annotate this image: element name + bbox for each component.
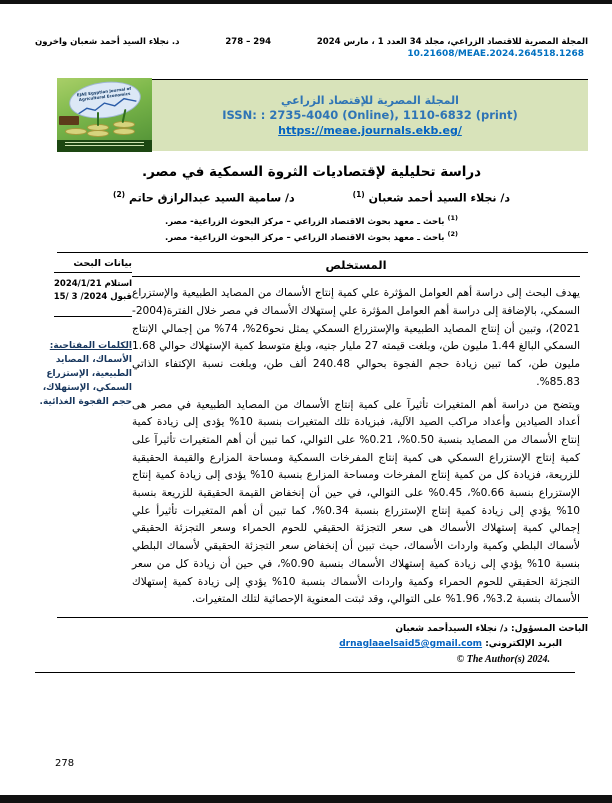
journal-banner — [57, 79, 588, 151]
divider — [54, 272, 132, 273]
coin-icon — [113, 121, 135, 128]
affiliation-1-text: باحث ـ معهد بحوث الاقتصاد الزراعي – مركز البحوث الزراعية- مصر. — [165, 216, 445, 227]
author-2-sup: (2) — [113, 190, 126, 199]
journal-name: المجلة المصرية للإقتصاد الزراعي — [281, 94, 459, 107]
abstract-column — [132, 258, 580, 609]
keywords-text: الأسماك، المصايد الطبيعية، الإستزراع السمكي، الإستهلاك، حجم الفجوة الغذائية. — [39, 355, 132, 408]
accepted-date: قبول 2024/ 3 /15 — [53, 292, 132, 303]
author-2-name: د/ سامية السيد عبدالرازق حاتم — [128, 191, 295, 205]
banner-text-area — [152, 79, 588, 151]
screen-top-edge — [0, 0, 612, 4]
page-number: 278 — [55, 758, 75, 769]
keywords-block — [35, 339, 132, 409]
journal-cover-footer-band — [57, 140, 152, 152]
author-1-name: د/ نجلاء السيد أحمد شعبان — [368, 191, 510, 205]
journal-cover-logo — [57, 78, 152, 152]
article-info-sidebar — [35, 258, 132, 609]
abstract-paragraph-2: ويتضح من دراسة أهم المتغيرات تأثيرآ على كمية إنتاج الأسماك من المصايد الطبيعية في مصر هى أعداد الصيادين وأعداد مراكب الصيد الآلية، فبزيادة تلك المتغيرات بنسبة 10% يؤدى إلى زيادة كمية إنتاج الأسماك من المصايد بنسبة 0.50%، 0.21% على التوالي، كما تبين أن أهم المتغيرات تأثيرآ على كمية إنتاج الإستزراع السمكي هى كمية إنتاج المفرخات السمكية ومساحة المزارع والقيمة الحقيقية للزريعة، فزيادة كل من كمية إنتاج المفرخات ومساحة المزارع بنسبة 10% يؤدى إلى زيادة كمية إنتاج الإستزراع بنسبة 0.66%، 0.45% على التوالي، في حين أن إنخفاض القيمة الحقيقية للزريعة بنسبة 10% يؤدي إلى زيادة كمية إنتاج الإستزراع بنسبة 0.34%، كما تبين أن أهم المتغيرات تأثيرأ علي إجمالي كمية إستهلاك الأسماك هى سعر التجزئة الحقيقي للحوم الحمراء وسعر التجزئة الحقيقي لأسماك البلطي وكمية واردات الأسماك، حيث تبين أن إنخفاض سعر التجزئة الحقيقي لأسماك البلطي بنسبة 10% يؤدي إلى زيادة كمية إستهلاك الأسماك بنسبة 0.90%، في حين أن زيادة كل من سعر التجزئة الحقيقي للحوم الحمراء وكمية واردات الأسماك بنسبة 10% يؤدي إلى زيادة كمية إستهلاك الأسماك بنسبة 3.2%، 1.96% على التوالي، وقد ثبتت المعنوية الإحصائية لتلك المتغيرات. — [132, 398, 581, 606]
affiliation-1-sup: (1) — [447, 213, 458, 222]
email-link[interactable]: drnaglaaelsaid5@gmail.com — [339, 638, 483, 649]
divider — [54, 316, 132, 317]
screen-bottom-edge — [0, 795, 612, 803]
coin-icon — [113, 128, 135, 135]
email-line — [35, 637, 588, 652]
author-2 — [113, 190, 295, 205]
affiliation-2 — [35, 228, 588, 245]
journal-cover-caption: EJAE Egyptian Journal of Agricultural Economics — [76, 85, 132, 103]
issn-badge — [59, 116, 79, 125]
affiliation-2-text: باحث ـ معهد بحوث الاقتصاد الزراعي – مركز البحوث الزراعية- مصر. — [165, 233, 445, 244]
coin-icon — [87, 130, 109, 137]
author-1 — [353, 190, 510, 205]
doi[interactable]: 10.21608/MEAE.2024.264518.1268 — [407, 49, 584, 59]
abstract-region — [35, 258, 588, 609]
received-date: استلام 2024/1/21 — [54, 279, 132, 290]
affiliation-2-sup: (2) — [447, 230, 458, 239]
copyright-notice: © The Author(s) 2024. — [456, 653, 550, 665]
divider — [57, 617, 588, 618]
abstract-paragraph-1: يهدف البحث إلى دراسة أهم العوامل المؤثرة علي كمية إنتاج الأسماك من المصايد الطبيعية والإستزراع السمكي، بالإضافة إلى دراسة أهم العوامل المؤثرة علي إستهلاك الأسماك في مصر خلال الفترة(2004-2021)، وتبين أن إنتاج المصايد الطبيعية والإستزراع السمكي يمثل نحو26%، 74% من إجمالي الإنتاج السمكي البالغ 1.44 مليون طن، وبلغت قيمته 27 مليار جنيه، وبلغ متوسط كمية الإستهلاك حوالي 1.68 مليون طن، كما تبين زيادة حجم الفجوة بحوالي 240.48 ألف طن، وبلغت نسبة الإكتفاء الذاتي 85.83%. — [131, 287, 581, 388]
running-header-page-range: 278 – 294 — [225, 37, 272, 47]
running-header-citation: المجلة المصرية للاقتصاد الزراعي، مجلد 34 العدد 1 ، مارس 2024 — [316, 37, 588, 47]
submission-dates — [35, 278, 132, 304]
running-header-author: د. نجلاء السيد أحمد شعبان واخرون — [35, 37, 180, 47]
affiliations — [35, 212, 588, 246]
issn-line: ISSN: : 2735-4040 (Online), 1110-6832 (print) — [222, 108, 518, 122]
sidebar-title: بيانات البحث — [73, 258, 132, 270]
keywords-title: الكلمات المفتاحية: — [49, 341, 132, 352]
corresponding-author: الباحث المسؤول: د/ نجلاء السيدأحمد شعبان — [395, 623, 588, 634]
plant-sprout-icon — [97, 112, 99, 126]
email-label: البريد الإلكتروني: — [485, 638, 562, 649]
page-content — [35, 36, 588, 673]
correspondence-block — [35, 622, 588, 667]
divider — [132, 276, 580, 277]
abstract-body — [132, 285, 580, 609]
abstract-title: المستخلص — [325, 258, 387, 273]
authors-line — [35, 190, 588, 205]
journal-url-link[interactable]: https://meae.journals.ekb.eg/ — [278, 124, 462, 137]
article-title: دراسة تحليلية لإقتصاديات الثروة السمكية في مصر. — [141, 164, 482, 180]
divider — [57, 252, 588, 253]
running-header — [35, 36, 588, 48]
author-1-sup: (1) — [352, 190, 365, 199]
divider — [35, 672, 575, 673]
affiliation-1 — [35, 212, 588, 229]
coin-icon — [65, 128, 87, 135]
